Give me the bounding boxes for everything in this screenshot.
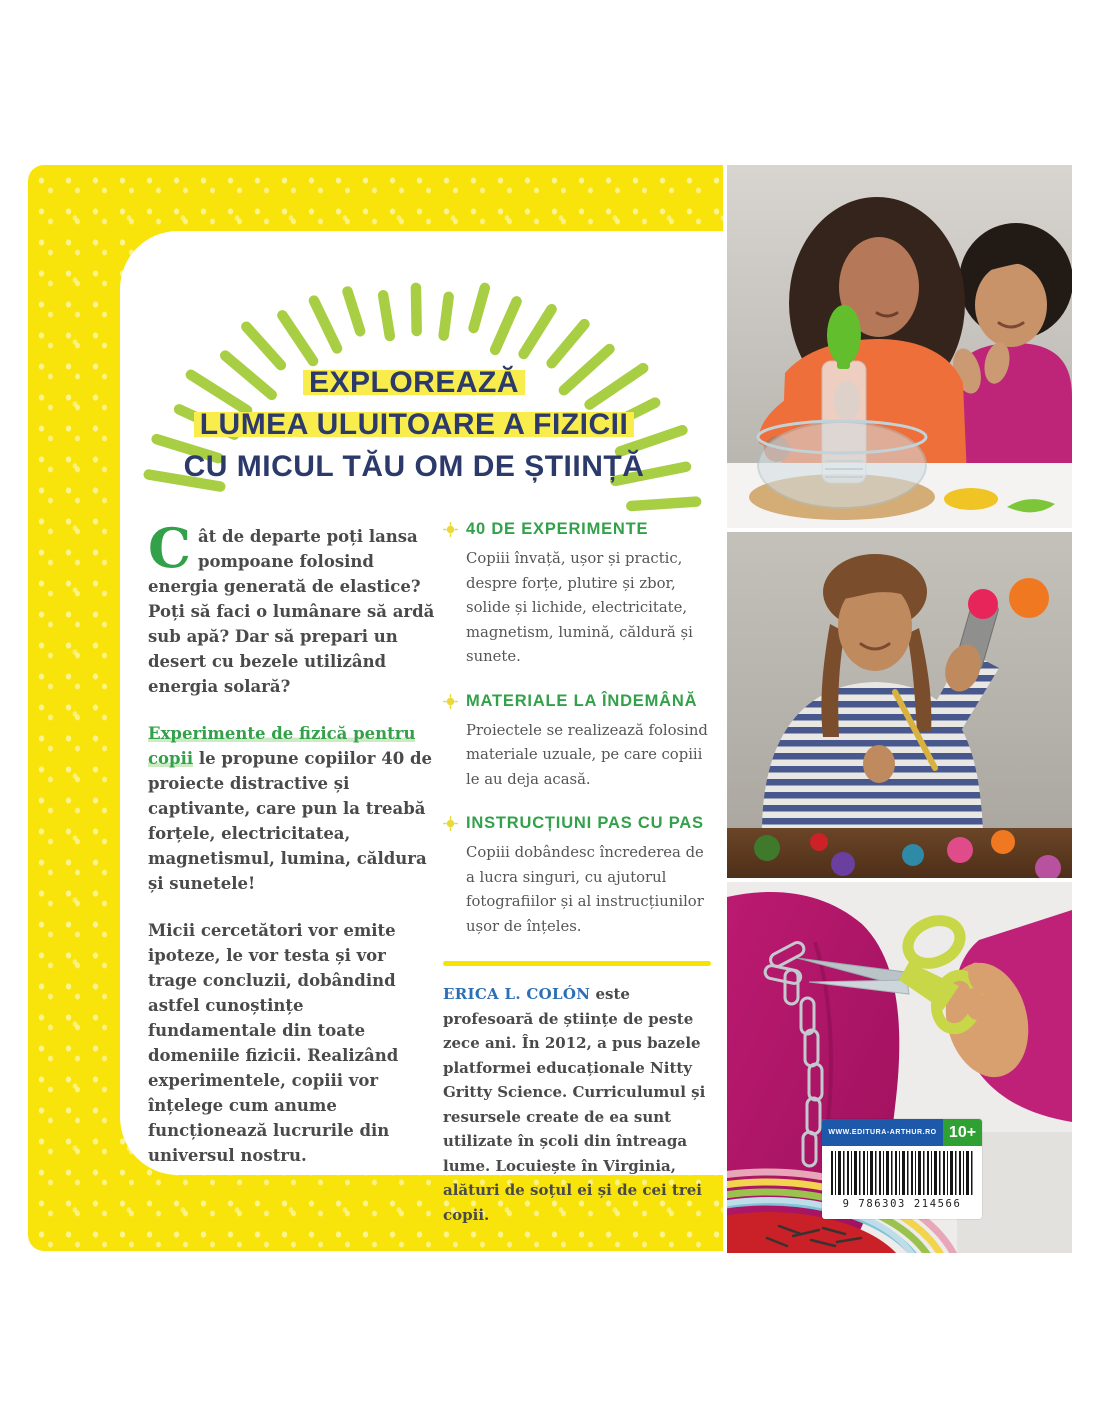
photo-column (727, 165, 1072, 1257)
drop-cap: C (148, 516, 191, 580)
headline (118, 362, 710, 488)
headline-line-2: LUMEA ULUITOARE A FIZICII (118, 404, 710, 446)
feature-heading-row (443, 520, 717, 539)
feature-text: Copiii învață, ușor și practic, despre forțe, plutire și zbor, solide și lichide, electricitate, magnetism, lumină, căldură și sunete. (466, 550, 693, 665)
headline-line-1: EXPLOREAZĂ (118, 362, 710, 404)
book-title-mention: Experimente de fizică pentru copii (148, 724, 416, 768)
author-bio: ERICA L. COLÓN este profesoară de științe de peste zece ani. În 2012, a pus bazele platformei educaționale Nitty Gritty Science. Curriculumul și resursele create de ea sunt utilizate în școli din întreaga lume. Locuiește în Virginia, alături de soțul ei și de cei trei copii. (443, 985, 706, 1224)
barcode-label (822, 1119, 982, 1219)
feature-text: Copiii dobândesc încrederea de a lucra singuri, cu ajutorul fotografiilor și al instrucțiunilor ușor de înțeles. (466, 844, 704, 935)
feature-heading: INSTRUCȚIUNI PAS CU PAS (466, 814, 704, 832)
publisher-website: WWW.EDITURA-ARTHUR.RO (822, 1119, 943, 1146)
feature-item (443, 692, 717, 793)
age-rating-badge: 10+ (943, 1119, 982, 1146)
barcode-bars (831, 1151, 973, 1195)
sun-bullet-icon (443, 522, 458, 537)
feature-item (443, 814, 717, 939)
blurb-column (148, 516, 435, 1190)
feature-text: Proiectele se realizează folosind materiale uzuale, pe care copiii le au deja acasă. (466, 721, 708, 788)
sun-bullet-icon (443, 816, 458, 831)
feature-heading-row (443, 692, 717, 711)
author-name: ERICA L. COLÓN (443, 985, 591, 1003)
author-divider (443, 961, 711, 966)
isbn-digits: 9 786303 214566 (842, 1198, 962, 1210)
intro-paragraph: Cât de departe poți lansa pompoane folosind energia generată de elastice? Poți să faci o lumânare să ardă sub apă? Dar să prepari un desert cu bezele utilizând energia solară? (148, 516, 435, 696)
feature-heading-row (443, 814, 717, 833)
feature-heading: 40 DE EXPERIMENTE (466, 520, 649, 538)
label-top-row (822, 1119, 982, 1146)
headline-line-3: CU MICUL TĂU OM DE ȘTIINȚĂ (183, 450, 645, 483)
sun-bullet-icon (443, 694, 458, 709)
feature-item (443, 520, 717, 670)
features-column (443, 520, 717, 1227)
feature-heading: MATERIALE LA ÎNDEMÂNĂ (466, 691, 698, 710)
outro-paragraph: Micii cercetători vor emite ipoteze, le vor testa și vor trage concluzii, dobândind astfel cunoștințe fundamentale din toate domeniile fizicii. Realizând experimentele, copiii vor înțelege cum anume funcționează lucrurile din universul nostru. (148, 921, 399, 1165)
photo-pompom-launcher (727, 532, 1072, 878)
pitch-paragraph: Experimente de fizică pentru copii le propune copiilor 40 de proiecte distractive și captivante, care pun la treabă forțele, electricitatea, magnetismul, lumina, căldura și sunetele! (148, 724, 432, 893)
photo-balloon-experiment (727, 165, 1072, 528)
